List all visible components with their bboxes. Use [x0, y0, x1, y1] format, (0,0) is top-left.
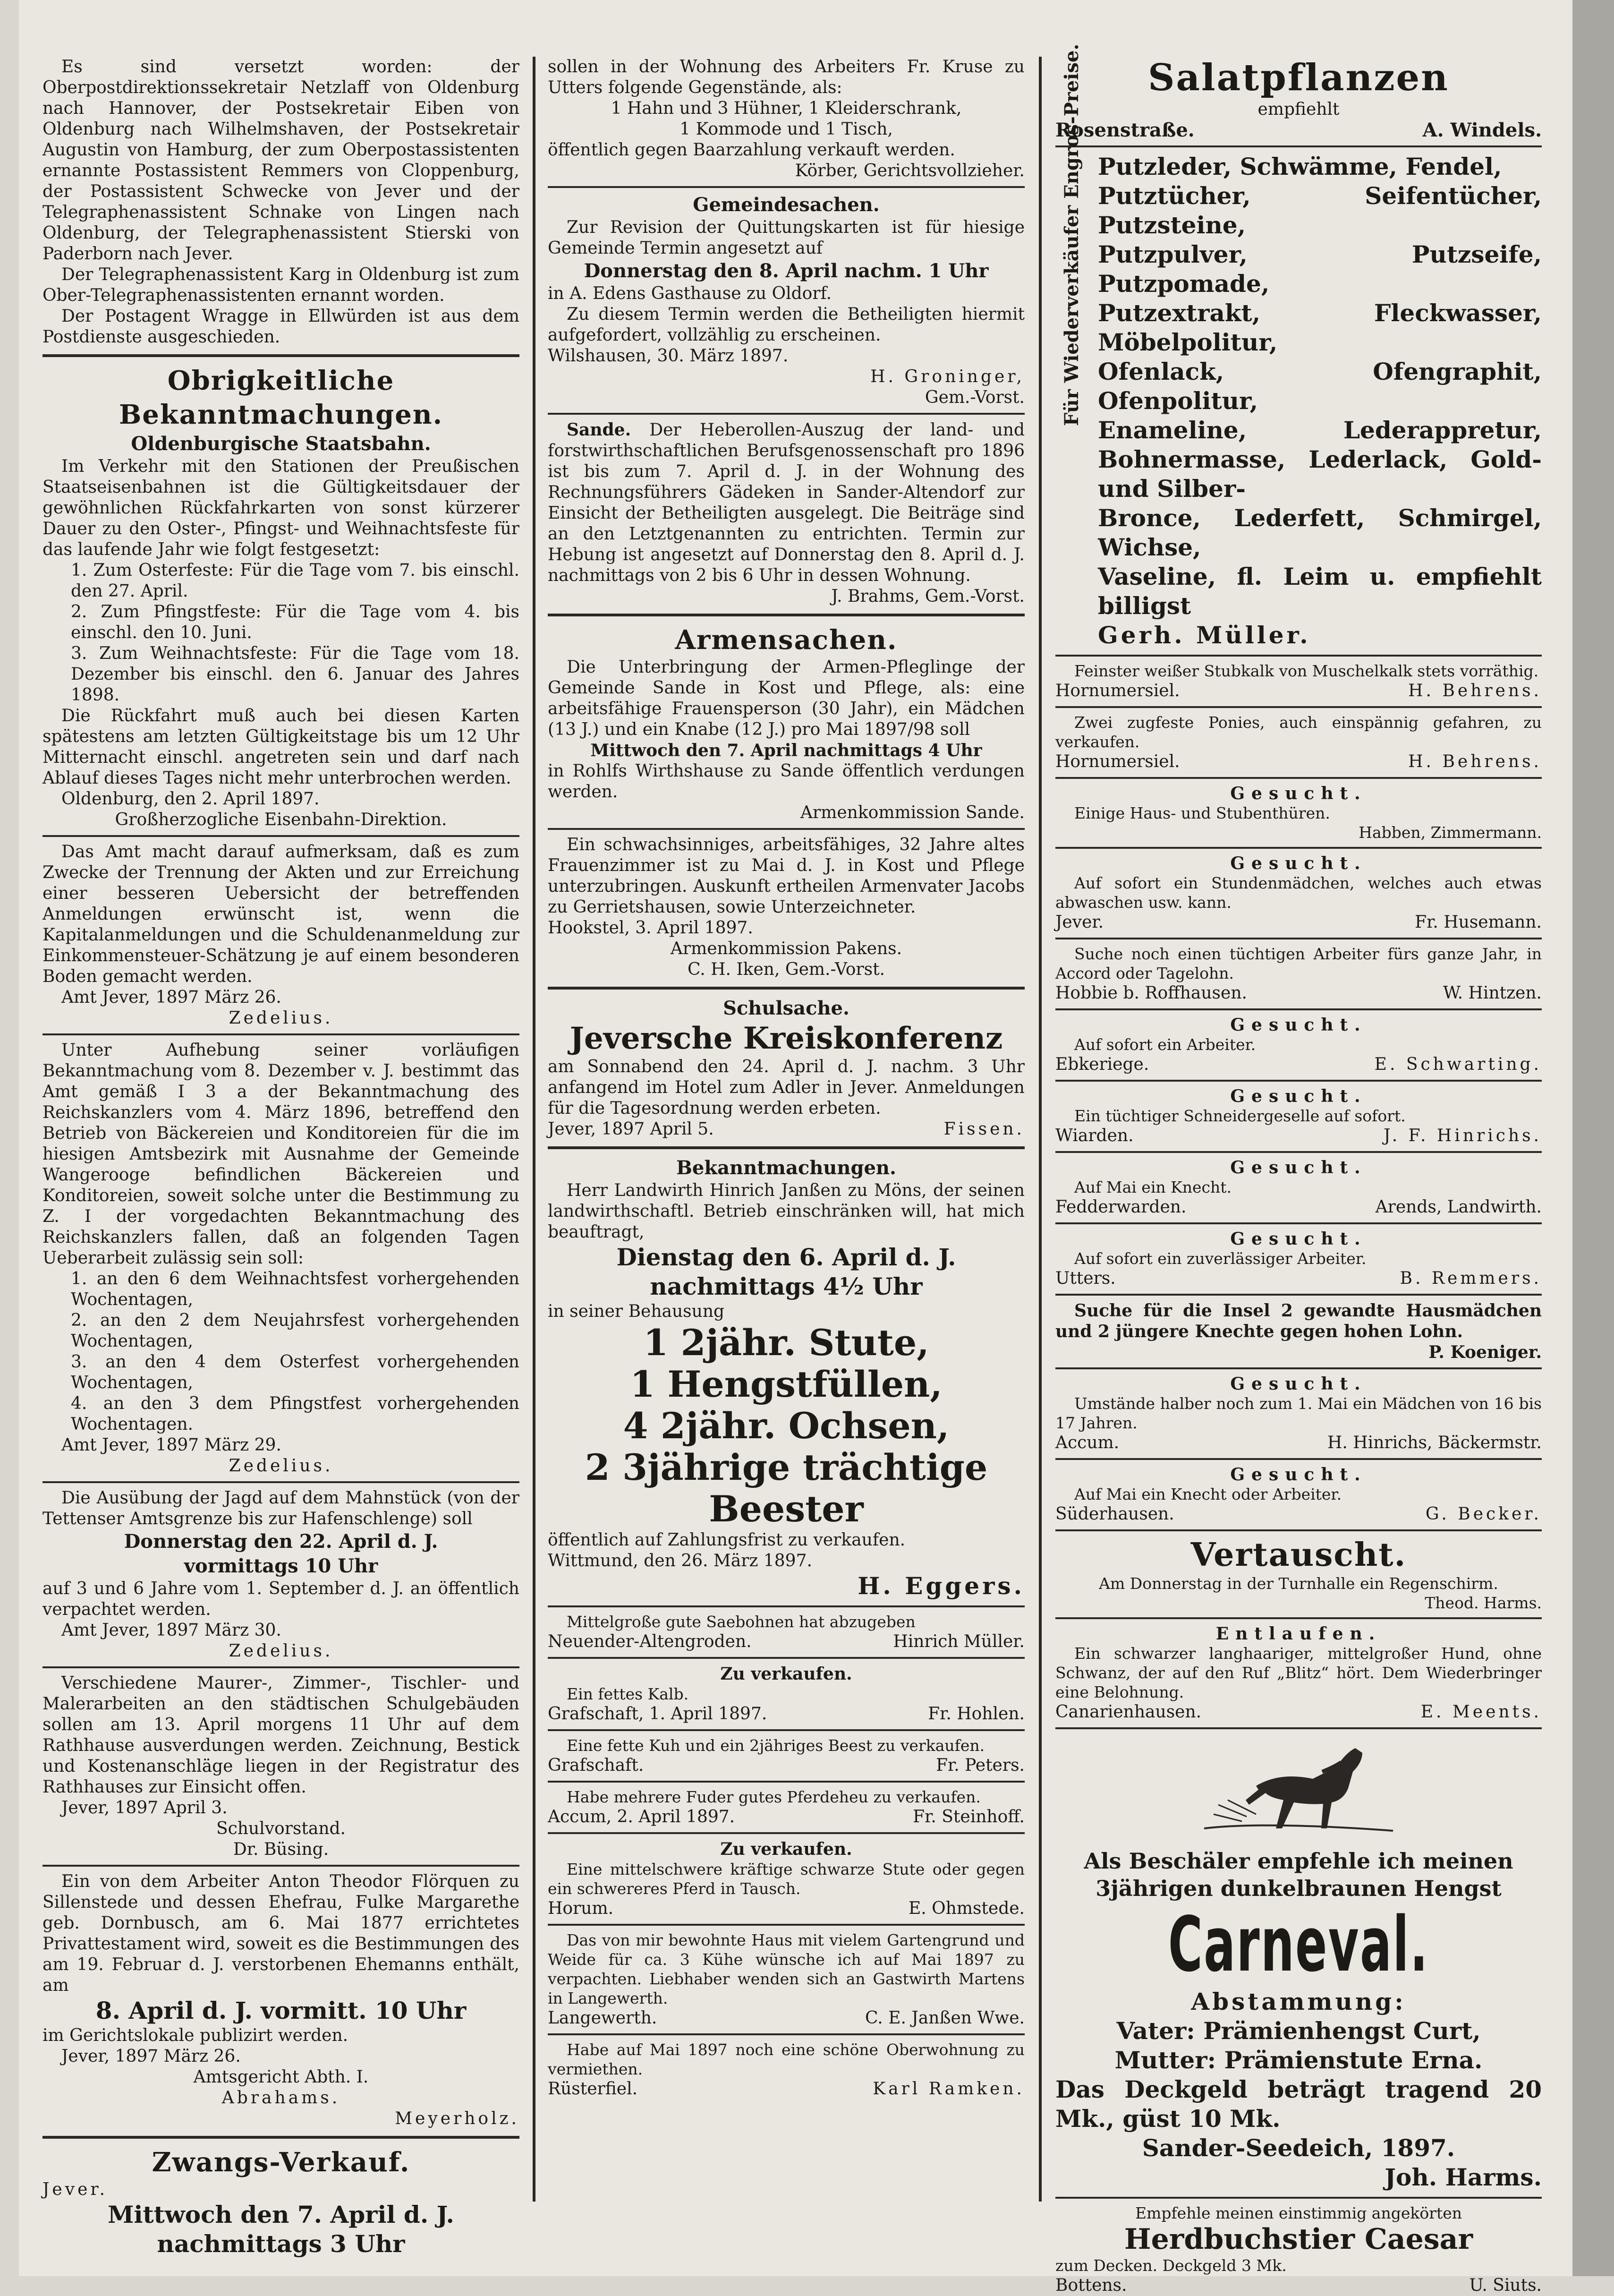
- wanted-text: Auf sofort ein Arbeiter.: [1074, 1035, 1256, 1054]
- ad-sign: Fr. Hohlen.: [928, 1704, 1025, 1724]
- section-heading: Schulsache.: [723, 997, 849, 1019]
- railway-date: Oldenburg, den 2. April 1897.: [61, 789, 320, 809]
- bek-sign: H. Eggers.: [858, 1572, 1025, 1600]
- ad-text: Feinster weißer Stubkalk von Muschelkalk stets vorräthig.: [1074, 662, 1539, 680]
- kruse-text: öffentlich gegen Baarzahlung verkauft werden.: [548, 140, 955, 160]
- entlaufen-heading: Entlaufen.: [1215, 1624, 1382, 1644]
- wanted-place: Accum.: [1055, 1433, 1120, 1452]
- divider: [1055, 847, 1542, 849]
- divider: [1055, 2197, 1542, 2199]
- promotion-text: Der Telegraphenassistent Karg in Oldenburg ist zum Ober-Telegraphenassistenten ernannt worden.: [42, 265, 519, 305]
- section-heading: Bekanntmachungen.: [676, 1157, 896, 1179]
- testament-sign: Abrahams.: [221, 2088, 340, 2108]
- notice-item: 3. an den 4 dem Osterfest vorhergehenden Wochentagen,: [71, 1352, 519, 1392]
- wanted-text: Auf Mai ein Knecht.: [1074, 1178, 1232, 1196]
- bek-text: Herr Landwirth Hinrich Janßen zu Möns, der seinen landwirthschaftl. Betrieb einschränken will, hat mich beauftragt,: [548, 1181, 1025, 1242]
- ad-text: Habe mehrere Fuder gutes Pferdeheu zu verkaufen.: [567, 1788, 981, 1806]
- divider: [548, 1605, 1025, 1607]
- caesar-sign: U. Siuts.: [1469, 2276, 1542, 2295]
- divider: [548, 828, 1025, 830]
- notice-sign: Zedelius.: [229, 1456, 333, 1476]
- testament-text: Ein von dem Arbeiter Anton Theodor Flörquen zu Sillenstede und dessen Ehefrau, Fulke Margarethe geb. Dornbusch, am 6. Mai 1877 errichtetes Privattestament wird, soweit es die Bestimmungen des am 19. Februar d. J. verstorbenen Ehemanns enthält, am: [42, 1872, 519, 1995]
- wanted-sign: G. Becker.: [1425, 1504, 1542, 1524]
- bek-time: nachmittags 4½ Uhr: [650, 1272, 923, 1300]
- divider: [548, 1924, 1025, 1926]
- ad-place: Neuender-Altengroden.: [548, 1632, 752, 1651]
- testament-sign: Meyerholz.: [395, 2109, 519, 2128]
- bek-text: in seiner Behausung: [548, 1302, 725, 1321]
- section-heading: Obrigkeitliche Bekanntmachungen.: [119, 365, 443, 430]
- wanted-sign: Habben, Zimmermann.: [1359, 823, 1542, 842]
- notice-sign: Zedelius.: [229, 1641, 333, 1661]
- caesar-name: Herdbuchstier Caesar: [1124, 2223, 1473, 2256]
- railway-sign: Großherzogliche Eisenbahn-Direktion.: [115, 810, 447, 829]
- wanted-place: Süderhausen.: [1055, 1504, 1174, 1524]
- wholesale-label: Für Wiederverkäufer Engros-Preise.: [1061, 43, 1083, 426]
- kruse-sign: Körber, Gerichtsvollzieher.: [795, 161, 1025, 180]
- horse-illustration: [1199, 1734, 1398, 1847]
- divider: [548, 2033, 1025, 2035]
- gemeinde-text: Zu diesem Termin werden die Betheiligten hiermit aufgefordert, vollzählig zu erscheinen.: [548, 305, 1025, 345]
- entlaufen-text: Ein schwarzer langhaariger, mittelgroßer Hund, ohne Schwanz, der auf den Ruf „Blitz“ hört. Dem Wiederbringer eine Belohnung.: [1055, 1644, 1542, 1701]
- bek-place: Wittmund, den 26. März 1897.: [548, 1551, 812, 1570]
- testament-date: Jever, 1897 März 26.: [61, 2047, 241, 2066]
- gemeinde-place: Wilshausen, 30. März 1897.: [548, 346, 789, 366]
- notice-sign: Zedelius.: [229, 1008, 333, 1028]
- ad-place: Grafschaft.: [548, 1756, 644, 1775]
- divider: [42, 835, 519, 837]
- notice-time-line: vormittags 10 Uhr: [184, 1555, 378, 1577]
- caesar-line: Empfehle meinen einstimmig angekörten: [1135, 2204, 1462, 2222]
- wholesale-side-text: [1055, 43, 1088, 426]
- stallion-name: Carneval.: [1168, 1900, 1429, 1989]
- testament-date: 8. April d. J. vormitt. 10 Uhr: [95, 1997, 467, 2024]
- railway-item: 2. Zum Pfingstfeste: Für die Tage vom 4. bis einschl. den 10. Juni.: [71, 602, 519, 642]
- notice-text: Unter Aufhebung seiner vorläufigen Bekanntmachung vom 8. Dezember v. J. bestimmt das Amt gemäß I 3 a der Bekanntmachung des Reichskanzlers vom 4. März 1896, betreffend den Betrieb von Bäckereien und Konditoreien für die im hiesigen Amtsbezirk mit Ausnahme der Gemeinde Wangerooge befindlichen Bäckereien und Konditoreien, soweit solche unter die Bestimmung zu Z. I der vorgedachten Bekanntmachung des Reichskanzlers fallen, daß an folgenden Tagen Ueberarbeit zulässig sein soll:: [42, 1041, 519, 1268]
- notice-date-line: Donnerstag den 22. April d. J.: [124, 1530, 438, 1553]
- ad-text: Das von mir bewohnte Haus mit vielem Gartengrund und Weide für ca. 3 Kühe wünsche ich auf Mai 1897 zu verpachten. Liebhaber wenden sich an Gastwirth Martens in Langewerth.: [548, 1931, 1025, 2007]
- gemeinde-text: in A. Edens Gasthause zu Oldorf.: [548, 284, 832, 303]
- stallion-line: 3jährigen dunkelbraunen Hengst: [1096, 1876, 1502, 1901]
- ad-sign: Karl Ramken.: [873, 2079, 1025, 2099]
- wanted-place: Utters.: [1055, 1269, 1116, 1288]
- divider: [42, 1033, 519, 1035]
- stallion-line: Als Beschäler empfehle ich meinen: [1084, 1848, 1513, 1874]
- ad-place: Rüsterfiel.: [548, 2079, 638, 2099]
- stallion-sign: Joh. Harms.: [1385, 2163, 1542, 2191]
- wanted-heading: Gesucht.: [1230, 1465, 1367, 1485]
- wanted-sign: Arends, Landwirth.: [1375, 1197, 1542, 1217]
- ad-place: Horum.: [548, 1899, 614, 1918]
- school-date: Jever, 1897 April 3.: [61, 1798, 228, 1818]
- divider: [548, 1729, 1025, 1731]
- armen-text: Die Unterbringung der Armen-Pfleglinge der Gemeinde Sande in Kost und Pflege, als: eine arbeitsfähige Frauensperson (30 Jahr), ein Mädchen (13 J.) und ein Knabe (12 J.) pro Mai 1897/98 soll: [548, 657, 1025, 739]
- wanted-place: Wiarden.: [1055, 1126, 1134, 1145]
- salat-street: Rosenstraße.: [1055, 119, 1195, 141]
- wanted-heading: Gesucht.: [1230, 1158, 1367, 1178]
- wanted-sign: B. Remmers.: [1400, 1269, 1542, 1288]
- wanted-heading: Gesucht.: [1230, 1086, 1367, 1106]
- scan-edge: [1572, 0, 1614, 2276]
- ad-sign: C. E. Janßen Wwe.: [865, 2008, 1025, 2028]
- wanted-heading: Gesucht.: [1230, 854, 1367, 873]
- railway-heading: Oldenburgische Staatsbahn.: [131, 433, 431, 455]
- divider: [548, 413, 1025, 415]
- armen-date: Mittwoch den 7. April nachmittags 4 Uhr: [590, 741, 982, 760]
- ad-text: Mittelgroße gute Saebohnen hat abzugeben: [567, 1613, 916, 1631]
- kruse-item: 1 Hahn und 3 Hühner, 1 Kleiderschrank,: [611, 99, 962, 118]
- divider: [1055, 1294, 1542, 1296]
- notice-item: 4. an den 3 dem Pfingstfest vorhergehenden Wochentagen.: [71, 1394, 519, 1434]
- divider: [1055, 145, 1542, 147]
- caesar-line: zum Decken. Deckgeld 3 Mk.: [1055, 2256, 1287, 2275]
- insel-sign: P. Koeniger.: [1428, 1342, 1542, 1362]
- wanted-sign: Fr. Husemann.: [1415, 913, 1542, 932]
- schul-title: Jeversche Kreiskonferenz: [569, 1021, 1003, 1056]
- wares-line: Bronce, Lederfett, Schmirgel, Wichse,: [1098, 504, 1542, 561]
- armen-text: in Rohlfs Wirthshause zu Sande öffentlich verdungen werden.: [548, 761, 1025, 802]
- ad-sign: Fr. Peters.: [936, 1756, 1025, 1775]
- notice-text: auf 3 und 6 Jahre vom 1. September d. J. an öffentlich verpachtet werden.: [42, 1579, 519, 1619]
- salat-sub: empfiehlt: [1257, 100, 1340, 119]
- divider: [1055, 1617, 1542, 1619]
- ad-text: Zwei zugfeste Ponies, auch einspännig gefahren, zu verkaufen.: [1055, 713, 1542, 751]
- divider: [1055, 1008, 1542, 1010]
- wanted-place: Fedderwarden.: [1055, 1197, 1187, 1217]
- wanted-heading: Gesucht.: [1230, 784, 1367, 803]
- notice-date: Amt Jever, 1897 März 29.: [61, 1435, 281, 1455]
- divider: [1055, 706, 1542, 708]
- salat-title: Salatpflanzen: [1148, 56, 1449, 99]
- stallion-fee: Das Deckgeld beträgt tragend 20 Mk., güst 10 Mk.: [1055, 2075, 1542, 2133]
- wanted-text: Auf sofort ein zuverlässiger Arbeiter.: [1074, 1249, 1367, 1268]
- testament-text: im Gerichtslokale publizirt werden.: [42, 2026, 348, 2045]
- wanted-text: Auf sofort ein Stundenmädchen, welches auch etwas abwaschen usw. kann.: [1055, 874, 1542, 912]
- salat-name: A. Windels.: [1422, 119, 1542, 141]
- bek-animal: 1 Hengstfüllen,: [630, 1363, 943, 1405]
- wanted-place: Hobbie b. Roffhausen.: [1055, 983, 1247, 1003]
- wanted-place: Ebkeriege.: [1055, 1055, 1149, 1074]
- stallion-abst: Abstammung:: [1191, 1988, 1406, 2015]
- divider: [1055, 1367, 1542, 1369]
- entlaufen-place: Canarienhausen.: [1055, 1702, 1202, 1722]
- stallion-mother: Mutter: Prämienstute Erna.: [1114, 2046, 1483, 2074]
- vertauscht-heading: Vertauscht.: [1190, 1536, 1407, 1574]
- divider: [42, 1481, 519, 1483]
- railway-item: 3. Zum Weihnachtsfeste: Für die Tage vom 18. Dezember bis einschl. den 6. Januar des Jahres 1898.: [71, 644, 519, 705]
- bek-animal: 1 2jähr. Stute,: [643, 1322, 929, 1364]
- ad-heading: Zu verkaufen.: [720, 1839, 852, 1859]
- wares-line: Putzleder, Schwämme, Fendel,: [1098, 153, 1502, 180]
- divider: [1055, 1727, 1542, 1729]
- testament-sign: Amtsgericht Abth. I.: [193, 2067, 369, 2087]
- wanted-text: Einige Haus- und Stubenthüren.: [1074, 804, 1330, 822]
- schul-text: am Sonnabend den 24. April d. J. nachm. 3 Uhr anfangend im Hotel zum Adler in Jever. Anmeldungen für die Tagesordnung werden erbeten.: [548, 1057, 1025, 1118]
- bek-animal: 4 2jähr. Ochsen,: [623, 1405, 950, 1447]
- wanted-sign: E. Schwarting.: [1374, 1055, 1542, 1074]
- divider: [1055, 655, 1542, 657]
- divider: [548, 186, 1025, 188]
- wanted-text: Ein tüchtiger Schneidergeselle auf sofort.: [1074, 1107, 1406, 1125]
- bek-date: Dienstag den 6. April d. J.: [616, 1243, 956, 1271]
- column-rule-1: [533, 57, 535, 2202]
- divider: [548, 1146, 1025, 1149]
- school-text: Verschiedene Maurer-, Zimmer-, Tischler- und Malerarbeiten an den städtischen Schulgebäuden sollen am 13. April morgens 11 Uhr auf dem Rathhause ausverdungen werden. Zeichnung, Bestick und Kostenanschläge liegen in der Registratur des Rathhauses zur Einsicht offen.: [42, 1673, 519, 1797]
- divider: [548, 987, 1025, 990]
- wanted-heading: Gesucht.: [1230, 1015, 1367, 1035]
- zwangs-date: Mittwoch den 7. April d. J.: [108, 2201, 454, 2228]
- notice-text: Das Amt macht darauf aufmerksam, daß es zum Zwecke der Trennung der Akten und zur Erreichung einer besseren Uebersicht der betreffenden Anmeldungen erwünscht ist, wenn die Kapitalanmeldungen und die Schuldenanmeldung zur Einkommensteuer-Schätzung je auf einem besonderen Boden gemacht werden.: [42, 842, 519, 986]
- ad-place: Hornumersiel.: [1055, 681, 1180, 700]
- divider: [1055, 1458, 1542, 1460]
- armen-text: Ein schwachsinniges, arbeitsfähiges, 32 Jahre altes Frauenzimmer ist zu Mai d. J. in Kost und Pflege unterzubringen. Auskunft ertheilen Armenvater Jacobs zu Gerrietshausen, sowie Unterzeichneter.: [548, 835, 1025, 917]
- wanted-heading: Gesucht.: [1230, 1374, 1367, 1394]
- wanted-text: Suche noch einen tüchtigen Arbeiter fürs ganze Jahr, in Accord oder Tagelohn.: [1055, 945, 1542, 982]
- vertauscht-text: Am Donnerstag in der Turnhalle ein Regenschirm.: [1099, 1574, 1498, 1593]
- gemeinde-date: Donnerstag den 8. April nachm. 1 Uhr: [584, 260, 989, 282]
- ad-text: Eine fette Kuh und ein 2jähriges Beest zu verkaufen.: [567, 1736, 985, 1755]
- wanted-place: Jever.: [1055, 913, 1104, 932]
- ad-sign: E. Ohmstede.: [908, 1899, 1025, 1918]
- wares-line: Putztücher, Seifentücher, Putzsteine,: [1098, 182, 1542, 239]
- column-rule-2: [1039, 57, 1042, 2202]
- ad-sign: Hinrich Müller.: [893, 1632, 1025, 1651]
- school-sign: Schulvorstand.: [216, 1819, 346, 1838]
- armen-sign: Armenkommission Sande.: [800, 803, 1025, 822]
- wares-line: Ofenlack, Ofengraphit, Ofenpolitur,: [1098, 358, 1542, 415]
- divider: [42, 354, 519, 357]
- section-heading: Zwangs-Verkauf.: [152, 2147, 410, 2178]
- kruse-item: 1 Kommode und 1 Tisch,: [680, 119, 893, 139]
- divider: [548, 1832, 1025, 1834]
- divider: [548, 1781, 1025, 1783]
- ad-place: Hornumersiel.: [1055, 752, 1180, 771]
- schul-date: Jever, 1897 April 5.: [548, 1119, 714, 1139]
- section-heading: Armensachen.: [675, 624, 898, 656]
- divider: [548, 614, 1025, 616]
- column-3: [1055, 43, 1542, 2295]
- armen-place: Hookstel, 3. April 1897.: [548, 918, 753, 938]
- notice-item: 1. an den 6 dem Weihnachtsfest vorhergehenden Wochentagen,: [71, 1269, 519, 1309]
- entlaufen-sign: E. Meents.: [1420, 1702, 1542, 1722]
- wares-line: Enameline, Lederappretur, Bohnermasse, Lederlack, Gold- und Silber-: [1098, 416, 1542, 503]
- sande-text: Der Heberollen-Auszug der land- und forstwirthschaftlichen Berufsgenossenschaft pro 1896 ist bis zum 7. April d. J. in der Wohnung des Rechnungsführers Gädeken in Sander-Altendorf zur Einsicht der Betheiligten ausgelegt. Die Beiträge sind an den Letztgenannten zu entrichten. Termin zur Hebung ist angesetzt auf Donnerstag den 8. April d. J. nachmittags von 2 bis 6 Uhr in dessen Wohnung.: [548, 420, 1025, 585]
- stallion-place: Sander-Seedeich, 1897.: [1142, 2134, 1455, 2162]
- wanted-text: Umstände halber noch zum 1. Mai ein Mädchen von 16 bis 17 Jahren.: [1055, 1394, 1542, 1432]
- divider: [1055, 1222, 1542, 1224]
- divider: [42, 2136, 519, 2139]
- wares-sign: Gerh. Müller.: [1098, 621, 1311, 649]
- ad-heading: Zu verkaufen.: [720, 1664, 852, 1684]
- wanted-sign: H. Hinrichs, Bäckermstr.: [1327, 1433, 1542, 1452]
- column-1: [42, 57, 519, 2258]
- promotion-text: Es sind versetzt worden: der Oberpostdirektionssekretair Netzlaff von Oldenburg nach Hannover, der Postsekretair Eiben von Oldenburg nach Wilhelmshaven, der Postsekretair Augustin von Hamburg, der zum Oberpostassistenten ernannte Postassistent Remmers von Cloppenburg, der Postassistent Schwecke von Jever und der Telegraphenassistent Schnake von Lingen nach Oldenburg, der Telegraphenassistent Stierski von Paderborn nach Jever.: [42, 57, 519, 264]
- gemeinde-sign: H. Groninger,: [870, 367, 1025, 386]
- bek-text: öffentlich auf Zahlungsfrist zu verkaufen.: [548, 1530, 906, 1550]
- bek-animal: 2 3jährige trächtige Beester: [585, 1446, 988, 1530]
- section-heading: Gemeindesachen.: [693, 194, 880, 216]
- notice-date: Amt Jever, 1897 März 26.: [61, 988, 281, 1007]
- wanted-text: Auf Mai ein Knecht oder Arbeiter.: [1074, 1485, 1342, 1503]
- column-2: [548, 57, 1025, 2239]
- divider: [548, 1657, 1025, 1659]
- wares-line: Vaseline, fl. Leim u. empfiehlt billigst: [1098, 563, 1542, 620]
- ad-text: Eine mittelschwere kräftige schwarze Stute oder gegen ein schwereres Pferd in Tausch.: [548, 1860, 1025, 1898]
- divider: [42, 1666, 519, 1668]
- notice-text: Die Ausübung der Jagd auf dem Mahnstück (von der Tettenser Amtsgrenze bis zur Hafenschlenge) soll: [42, 1488, 519, 1528]
- ad-place: Langewerth.: [548, 2008, 657, 2028]
- notice-item: 2. an den 2 dem Neujahrsfest vorhergehenden Wochentagen,: [71, 1311, 519, 1351]
- divider: [42, 1865, 519, 1867]
- stallion-father: Vater: Prämienhengst Curt,: [1116, 2017, 1481, 2045]
- divider: [1055, 1529, 1542, 1531]
- ad-sign: Fr. Steinhoff.: [913, 1807, 1025, 1827]
- ad-text: Habe auf Mai 1897 noch eine schöne Oberwohnung zu vermiethen.: [548, 2040, 1025, 2078]
- wanted-heading: Gesucht.: [1230, 1229, 1367, 1249]
- ad-place: Accum, 2. April 1897.: [548, 1807, 735, 1827]
- caesar-place: Bottens.: [1055, 2276, 1127, 2295]
- ad-text: Ein fettes Kalb.: [567, 1685, 689, 1703]
- schul-sign: Fissen.: [943, 1119, 1025, 1139]
- wanted-sign: W. Hintzen.: [1443, 983, 1542, 1003]
- ad-place: Grafschaft, 1. April 1897.: [548, 1704, 767, 1724]
- railway-item: 1. Zum Osterfeste: Für die Tage vom 7. bis einschl. den 27. April.: [71, 561, 519, 601]
- sande-sign: J. Brahms, Gem.-Vorst.: [831, 587, 1025, 606]
- railway-intro: Im Verkehr mit den Stationen der Preußischen Staatseisenbahnen ist die Gültigkeitsdauer der gewöhnlichen Rückfahrkarten von sonst kürzerer Dauer zu den Oster-, Pfingst- und Weihnachtsfeste für das laufende Jahr wie folgt festgesetzt:: [42, 457, 519, 559]
- wanted-sign: J. F. Hinrichs.: [1384, 1126, 1542, 1145]
- wares-line: Putzextrakt, Fleckwasser, Möbelpolitur,: [1098, 299, 1542, 356]
- zwangs-time: nachmittags 3 Uhr: [157, 2230, 405, 2258]
- armen-sign: Armenkommission Pakens.: [670, 939, 902, 958]
- vertauscht-sign: Theod. Harms.: [1425, 1594, 1542, 1612]
- gemeinde-sign: Gem.-Vorst.: [925, 388, 1025, 407]
- school-sign: Dr. Büsing.: [233, 1840, 329, 1859]
- divider: [1055, 1080, 1542, 1082]
- notice-date: Amt Jever, 1897 März 30.: [61, 1621, 281, 1640]
- armen-sign: C. H. Iken, Gem.-Vorst.: [688, 960, 885, 979]
- zwangs-place: Jever.: [42, 2180, 108, 2199]
- ad-sign: H. Behrens.: [1408, 681, 1542, 700]
- wares-line: Putzpulver, Putzseife, Putzpomade,: [1098, 240, 1542, 298]
- kruse-text: sollen in der Wohnung des Arbeiters Fr. Kruse zu Utters folgende Gegenstände, als:: [548, 57, 1025, 97]
- insel-text: Suche für die Insel 2 gewandte Hausmädchen und 2 jüngere Knechte gegen hohen Lohn.: [1055, 1301, 1542, 1341]
- divider: [1055, 938, 1542, 939]
- ad-sign: H. Behrens.: [1408, 752, 1542, 771]
- divider: [1055, 777, 1542, 779]
- promotion-text: Der Postagent Wragge in Ellwürden ist aus dem Postdienste ausgeschieden.: [42, 307, 519, 347]
- gemeinde-text: Zur Revision der Quittungskarten ist für hiesige Gemeinde Termin angesetzt auf: [548, 218, 1025, 258]
- sande-lead: Sande.: [567, 420, 631, 440]
- railway-note: Die Rückfahrt muß auch bei diesen Karten spätestens am letzten Gültigkeitstage bis um 12 Uhr Mitternacht einschl. angetreten sein und darf nach Ablauf dieses Tages nicht mehr unterbrochen werden.: [42, 706, 519, 788]
- divider: [1055, 1151, 1542, 1153]
